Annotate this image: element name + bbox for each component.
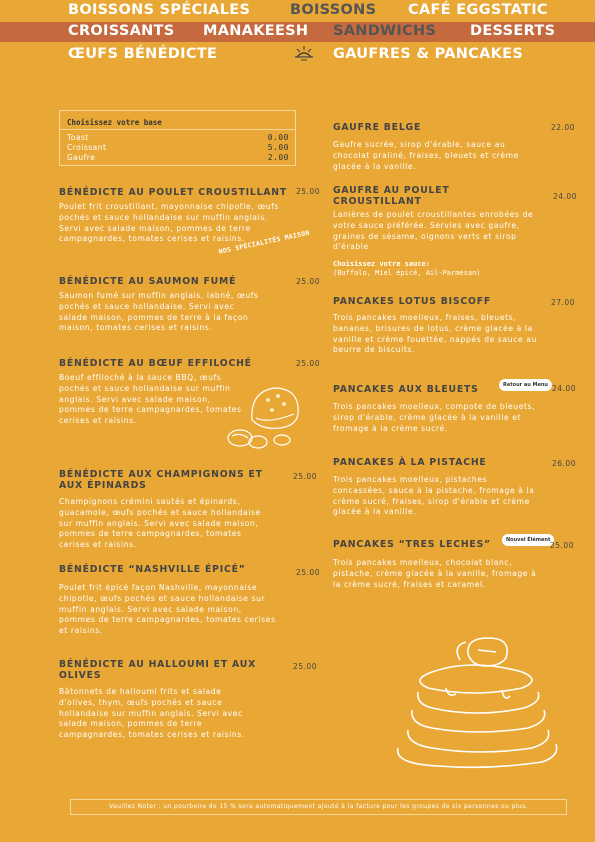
muffin-illustration	[222, 382, 312, 454]
base-divider	[60, 129, 295, 130]
item-price: 25.00	[296, 187, 320, 196]
item-price: 25.00	[550, 541, 574, 550]
item-description: Boeuf effiloché à la sauce BBQ, œufs pochés et sauce hollandaise sur muffin anglais. Servi avec salade maison, pommes de terre campagnardes, tomates cerises et raisins.	[59, 373, 242, 426]
item-price: 27.00	[551, 298, 575, 307]
item-name: BÉNÉDICTE AU POULET CROUSTILLANT	[59, 187, 288, 198]
item-price: 25.00	[293, 662, 317, 671]
base-option-price: 5.00	[267, 143, 289, 152]
base-option-name: Toast	[67, 133, 89, 142]
item-description: Trois pancakes moelleux, fraises, bleuets, bananes, brisures de lotus, crème glacée à la vanille et crème fouettée, nappés de sauce au beurre de biscuits.	[333, 313, 537, 355]
item-name: BÉNÉDICTE AU BŒUF EFFILOCHÉ	[59, 358, 252, 369]
item-price: 25.00	[296, 359, 320, 368]
item-description: Champignons crémini sautés et épinards, guacamole, œufs pochés et sauce hollandaise sur muffin anglais. Servi avec salade maison, pommes de terre campagnardes, tomates cerises et raisins.	[59, 497, 261, 550]
base-option-name: Gaufre	[67, 153, 96, 162]
menu-item	[333, 384, 538, 434]
item-description: Trois pancakes moelleux, pistaches concassées, sauce à la pistache, fromage à la crème sucré, fraises, sirop d'érable et crème glacée à la vanille.	[333, 475, 535, 517]
nav-gaufres-pancakes[interactable]: GAUFRES & PANCAKES	[333, 46, 524, 62]
sauce-note	[333, 260, 481, 278]
menu-item	[333, 122, 538, 172]
nav-manakeesh[interactable]: MANAKEESH	[203, 23, 309, 39]
nouvel-element-badge: Nouvel Élément	[502, 534, 554, 546]
base-option-toast[interactable]	[67, 133, 289, 142]
item-price: 24.00	[552, 384, 576, 393]
nav-boissons[interactable]: BOISSONS	[290, 2, 377, 18]
specialites-label: NOS SPÉCIALITÉS MAISON	[218, 228, 311, 256]
item-name: PANCAKES LOTUS BISCOFF	[333, 296, 492, 307]
item-name: BÉNÉDICTE “NASHVILLE ÉPICÉ”	[59, 564, 246, 575]
base-option-name: Croissant	[67, 143, 107, 152]
menu-item	[59, 659, 259, 741]
item-price: 22.00	[551, 123, 575, 132]
nav-boissons-speciales[interactable]: BOISSONS SPÉCIALES	[68, 2, 251, 18]
item-description: Poulet frit croustillant, mayonnaise chipotle, œufs pochés et sauce hollandaise sur muffin anglais. Servi avec salade maison, pommes de terre campagnardes, tomates cerises et raisins.	[59, 202, 279, 244]
item-name: PANCAKES AUX BLEUETS	[333, 384, 479, 395]
menu-item	[333, 457, 538, 518]
item-price: 24.00	[553, 192, 577, 201]
menu-item	[333, 185, 543, 253]
item-name: BÉNÉDICTE AUX CHAMPIGNONS ET AUX ÉPINARDS	[59, 469, 263, 491]
menu-item	[333, 296, 538, 356]
sauce-note-title: Choisissez votre sauce:	[333, 260, 430, 268]
nav-row-2	[0, 22, 595, 42]
item-description: Trois pancakes moelleux, compote de bleuets, sirop d'érable, crème glacée à la vanille et fromage à la crème sucré.	[333, 402, 536, 433]
menu-item	[59, 187, 287, 245]
item-description: Gaufre sucrée, sirop d'érable, sauce au chocolat praliné, fraises, bleuets et crème glacée à la vanille.	[333, 140, 519, 171]
item-name: PANCAKES “TRES LECHES”	[333, 539, 491, 550]
base-option-gaufre[interactable]	[67, 153, 289, 162]
item-description: Trois pancakes moelleux, chocolat blanc, pistache, crème glacée à la vanille, fromage à la crème sucré, fraises et caramel.	[333, 558, 537, 589]
nav-oeufs-benedicte[interactable]: ŒUFS BÉNÉDICTE	[68, 46, 218, 62]
nav-row-1	[0, 0, 595, 22]
item-price: 25.00	[293, 472, 317, 481]
item-description: Lanières de poulet croustillantes enrobées de votre sauce préférée. Servies avec gaufre, graines de sésame, oignons verts et sirop d'érable	[333, 210, 534, 252]
nav-desserts[interactable]: DESSERTS	[470, 23, 556, 39]
sauce-note-options: (Buffalo, Miel épicé, Ail-Parmesan)	[333, 269, 481, 277]
item-name: GAUFRE AU POULET CROUSTILLANT	[333, 185, 450, 207]
nav-cafe-eggstatic[interactable]: CAFÉ EGGSTATIC	[408, 2, 548, 18]
item-name: PANCAKES À LA PISTACHE	[333, 457, 487, 468]
menu-item	[59, 276, 264, 334]
sun-icon	[294, 45, 314, 63]
item-price: 25.00	[296, 277, 320, 286]
nav-sandwichs[interactable]: SANDWICHS	[333, 23, 437, 39]
menu-item	[59, 564, 277, 637]
retour-au-menu-button[interactable]: Retour au Menu	[499, 379, 552, 391]
footer-note: Veuillez Noter : un pourboire de 15 % sera automatiquement ajouté à la facture pour les groupes de six personnes ou plus.	[70, 799, 567, 815]
base-option-price: 2.00	[267, 153, 289, 162]
base-choice-box	[59, 110, 296, 166]
item-price: 26.00	[552, 459, 576, 468]
menu-item	[59, 469, 274, 551]
base-title: Choisissez votre base	[67, 118, 162, 127]
item-description: Bâtonnets de halloumi frits et salade d'olives, thym, œufs pochés et sauce hollandaise sur muffin anglais. Servi avec salade maison, pommes de terre campagnardes, tomates cerises et raisins.	[59, 687, 245, 740]
item-description: Saumon fumé sur muffin anglais, labné, œufs pochés et sauce hollandaise. Servi avec salade maison, pommes de terre à la façon maison, tomates cerises et raisins.	[59, 291, 259, 333]
nav-croissants[interactable]: CROISSANTS	[68, 23, 175, 39]
item-price: 25.00	[296, 568, 320, 577]
pancake-illustration	[392, 632, 562, 772]
base-option-price: 0.00	[267, 133, 289, 142]
item-name: BÉNÉDICTE AU HALLOUMI ET AUX OLIVES	[59, 659, 257, 681]
item-name: BÉNÉDICTE AU SAUMON FUMÉ	[59, 276, 237, 287]
item-description: Poulet frit épicé façon Nashville, mayonnaise chipotle, œufs pochés et sauce hollandaise sur muffin anglais. Servi avec salade maison, pommes de terre campagnardes, tomates cerises et raisins.	[59, 583, 276, 636]
base-option-croissant[interactable]	[67, 143, 289, 152]
menu-item	[333, 539, 538, 590]
item-name: GAUFRE BELGE	[333, 122, 422, 133]
